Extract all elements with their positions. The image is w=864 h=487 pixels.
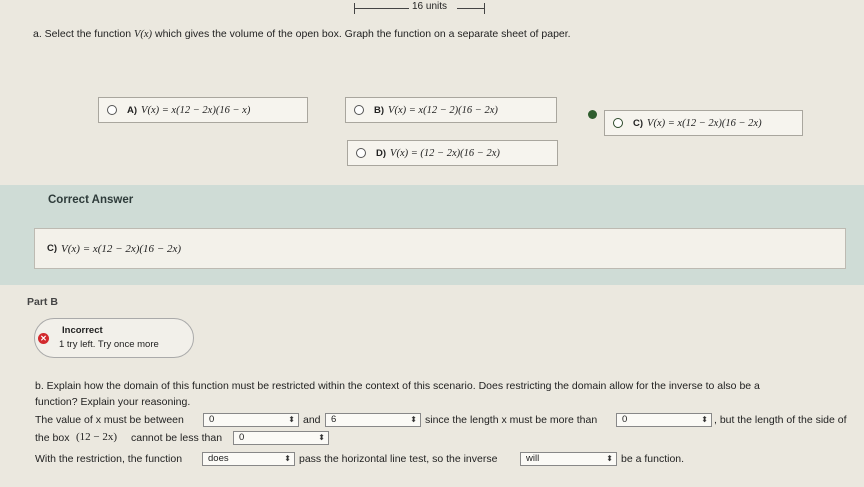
question-line-1: b. Explain how the domain of this function must be restricted within the context of this scenario. Does restricting the domain allow for the inverse to also be a [35,380,760,392]
radio-button[interactable] [613,118,623,128]
does-dropdown[interactable]: does ⬍ [202,452,295,466]
line4-text-a: the box [35,432,70,444]
upper-bound-dropdown[interactable]: 6 ⬍ [325,413,421,427]
radio-button[interactable] [356,148,366,158]
line5-text-b: pass the horizontal line test, so the inverse [299,453,498,465]
correct-indicator-dot [588,110,597,119]
radio-button[interactable] [107,105,117,115]
will-dropdown[interactable]: will ⬍ [520,452,617,466]
dimension-tick-right [484,3,485,14]
more-than-dropdown[interactable]: 0 ⬍ [616,413,712,427]
choice-d[interactable]: D) V(x) = (12 − 2x)(16 − 2x) [347,140,558,166]
correct-answer-title: Correct Answer [48,194,134,206]
line4-expression: (12 − 2x) [76,431,118,443]
less-than-dropdown[interactable]: 0 ⬍ [233,431,329,445]
dropdown-arrow-icon: ⬍ [284,454,291,463]
dropdown-arrow-icon: ⬍ [606,454,613,463]
question-line-2: function? Explain your reasoning. [35,396,191,408]
choice-b[interactable]: B) V(x) = x(12 − 2)(16 − 2x) [345,97,557,123]
dropdown-arrow-icon: ⬍ [288,415,295,424]
error-x-icon: ✕ [38,333,49,344]
dropdown-arrow-icon: ⬍ [318,433,325,442]
dropdown-arrow-icon: ⬍ [701,415,708,424]
status-title: Incorrect [62,325,103,336]
choice-c[interactable]: C) V(x) = x(12 − 2x)(16 − 2x) [604,110,803,136]
lower-bound-dropdown[interactable]: 0 ⬍ [203,413,299,427]
line3-text-a: The value of x must be between [35,414,184,426]
incorrect-status-pill [34,318,194,358]
line4-text-b: cannot be less than [131,432,223,444]
line3-text-b: and [303,414,321,426]
dimension-line-right [457,8,484,9]
part-b-heading: Part B [27,296,58,308]
line3-text-c: since the length x must be more than [425,414,598,426]
line3-text-d: , but the length of the side of [714,414,847,426]
status-subtitle: 1 try left. Try once more [59,339,159,350]
line5-text-c: be a function. [621,453,685,465]
part-a-instruction: a. Select the function V(x) which gives the volume of the open box. Graph the function on a separate sheet of paper. [33,28,571,40]
dropdown-arrow-icon: ⬍ [410,415,417,424]
dimension-line-left [355,8,409,9]
dimension-label: 16 units [412,1,448,12]
correct-answer-box: C) V(x) = x(12 − 2x)(16 − 2x) [34,228,846,269]
line5-text-a: With the restriction, the function [35,453,183,465]
choice-a[interactable]: A) V(x) = x(12 − 2x)(16 − x) [98,97,308,123]
radio-button[interactable] [354,105,364,115]
